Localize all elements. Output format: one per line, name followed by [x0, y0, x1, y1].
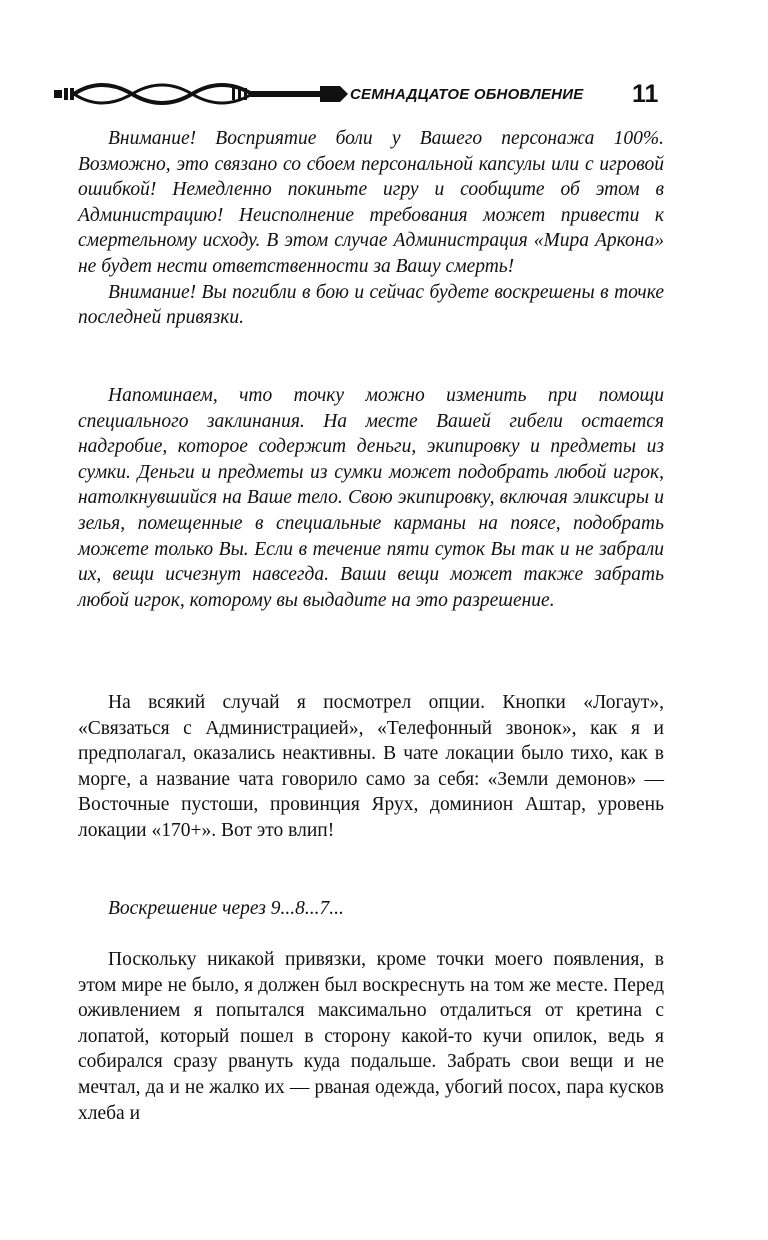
running-title: СЕМНАДЦАТОЕ ОБНОВЛЕНИЕ: [350, 86, 584, 103]
page-header: [52, 72, 672, 120]
page-number: 11: [632, 80, 659, 108]
system-message-pain-warning: [78, 126, 664, 331]
system-message-reminder: [78, 383, 664, 613]
paragraph: Поскольку никакой привязки, кроме точки моего появления, в этом мире не было, я должен был воскреснуть на том же месте. Перед оживлением я попытался максимально отдалиться от кретина с лопатой, который пошел в сторону какой-то кучи опилок, ведь я собирался сразу рвануть куда подальше. Забрать свои вещи и не мечтал, да и не жалко их — рваная одежда, убогий посох, пара кусков хлеба и: [78, 949, 664, 1124]
system-message-countdown: [78, 896, 664, 922]
paragraph: Напоминаем, что точку можно изменить при помощи специального заклинания. На месте Вашей гибели остается надгробие, которое содержит деньги, экипировку и предметы из сумки. Деньги и предметы из сумки может подобрать любой игрок, натолкнувшийся на Ваше тело. Свою экипировку, включая эликсиры и зелья, помещенные в специальные карманы на поясе, подобрать можете только Вы. Если в течение пяти суток Вы так и не забрали их, вещи исчезнут навсегда. Ваши вещи может также забрать любой игрок, которому вы выдадите на это разрешение.: [78, 385, 664, 611]
narrative-options: [78, 690, 664, 844]
paragraph: Внимание! Восприятие боли у Вашего персонажа 100%. Возможно, это связано со сбоем персональной капсулы или с игровой ошибкой! Немедленно покиньте игру и сообщите об этом в Администрацию! Неисполнение требования может привести к смертельному исходу. В этом случае Администрация «Мира Аркона» не будет нести ответственности за Вашу смерть!: [78, 128, 664, 277]
paragraph: Внимание! Вы погибли в бою и сейчас будете воскрешены в точке последней привязки.: [78, 281, 664, 329]
narrative-respawn: [78, 947, 664, 1126]
paragraph: Воскрешение через 9...8...7...: [108, 898, 344, 919]
chain-ornament-icon: [52, 76, 352, 112]
paragraph: На всякий случай я посмотрел опции. Кнопки «Логаут», «Связаться с Администрацией», «Телефонный звонок», как я и предполагал, оказались неактивны. В чате локации было тихо, как в морге, а название чата говорило само за себя: «Земли демонов» — Восточные пустоши, провинция Ярух, доминион Аштар, уровень локации «170+». Вот это влип!: [78, 692, 664, 841]
